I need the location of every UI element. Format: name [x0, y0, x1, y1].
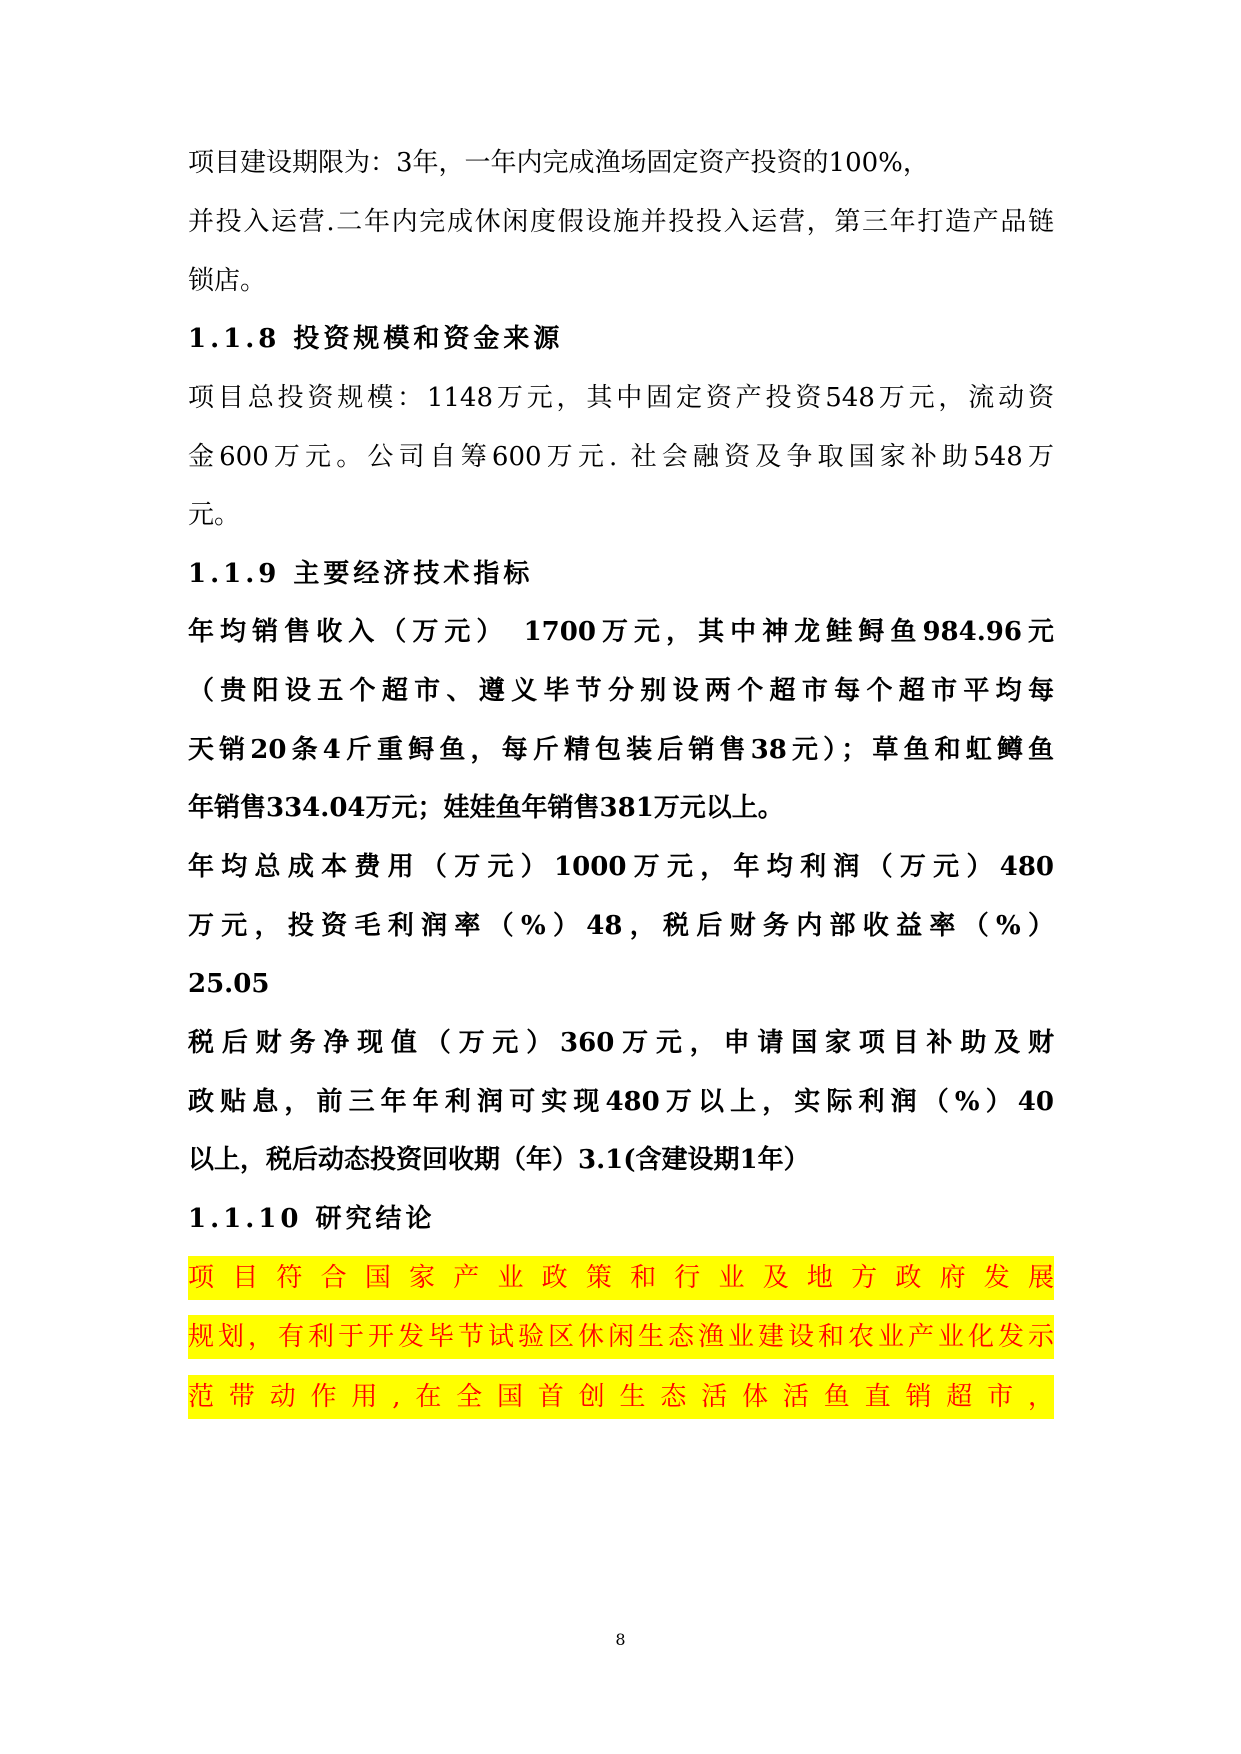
npv-line-3: 以上，税后动态投资回收期（年）3.1(含建设期1年）	[188, 1145, 810, 1175]
investment-line-2: 金600万元。公司自筹600万元. 社会融资及争取国家补助548万	[188, 442, 1054, 472]
conclusion-line-3: 范带动作用,在全国首创生态活体活鱼直销超市，	[188, 1375, 1054, 1419]
sales-line-1: 年均销售收入（万元） 1700万元，其中神龙鲑鲟鱼984.96元	[188, 617, 1054, 647]
cost-line-1: 年均总成本费用（万元）1000万元，年均利润（万元）480	[188, 852, 1054, 882]
page-number: 8	[615, 1630, 626, 1649]
schedule-line-2: 并投入运营.二年内完成休闲度假设施并投投入运营，第三年打造产品链	[188, 207, 1054, 237]
conclusion-line-1: 项目符合国家产业政策和行业及地方政府发展	[188, 1256, 1054, 1300]
sales-line-4: 年销售334.04万元；娃娃鱼年销售381万元以上。	[188, 793, 784, 823]
conclusion-line-2: 规划，有利于开发毕节试验区休闲生态渔业建设和农业产业化发示	[188, 1315, 1054, 1359]
section-heading-1-1-8: 1.1.8 投资规模和资金来源	[188, 324, 564, 354]
schedule-line-1: 项目建设期限为：3年，一年内完成渔场固定资产投资的100%，	[188, 148, 929, 178]
schedule-line-3: 锁店。	[188, 266, 267, 296]
sales-line-3: 天销20条4斤重鲟鱼，每斤精包装后销售38元）；草鱼和虹鳟鱼	[188, 735, 1054, 765]
cost-line-3: 25.05	[188, 969, 270, 999]
section-heading-1-1-10: 1.1.10 研究结论	[188, 1204, 436, 1234]
investment-line-3: 元。	[188, 500, 241, 530]
npv-line-1: 税后财务净现值（万元）360万元，申请国家项目补助及财	[188, 1028, 1054, 1058]
section-heading-1-1-9: 1.1.9 主要经济技术指标	[188, 559, 534, 589]
cost-line-2: 万元，投资毛利润率（%）48，税后财务内部收益率（%）	[188, 911, 1054, 941]
investment-line-1: 项目总投资规模：1148万元，其中固定资产投资548万元，流动资	[188, 383, 1054, 413]
sales-line-2: （贵阳设五个超市、遵义毕节分别设两个超市每个超市平均每	[188, 676, 1054, 706]
npv-line-2: 政贴息，前三年年利润可实现480万以上，实际利润（%）40	[188, 1087, 1054, 1117]
